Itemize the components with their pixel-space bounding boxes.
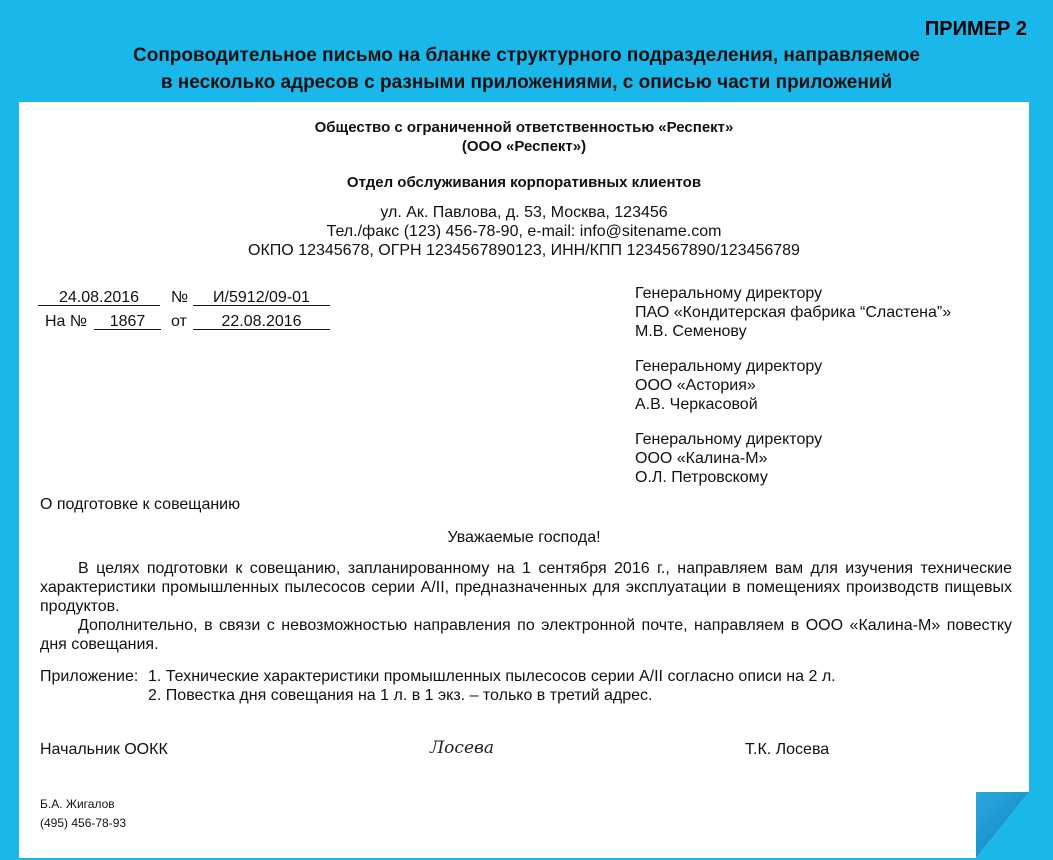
signatory-position: Начальник ООКК <box>40 741 168 758</box>
reply-date: 22.08.2016 <box>221 313 302 330</box>
addressee-2-org: ООО «Астория» <box>635 377 756 394</box>
handwritten-signature: Лосева <box>430 738 495 758</box>
executor-name: Б.А. Жигалов <box>40 797 115 811</box>
org-codes: ОКПО 12345678, ОГРН 1234567890123, ИНН/КПП 1234567890/123456789 <box>248 242 800 259</box>
addressee-3-org: ООО «Калина-М» <box>635 450 768 467</box>
addressee-2-person: А.В. Черкасовой <box>635 396 758 413</box>
attachments-label: Приложение: <box>40 668 139 685</box>
org-short-name: (ООО «Респект») <box>461 138 587 155</box>
body-paragraph-2: Дополнительно, в связи с невозможностью направления по электронной почте, направляем в ООО «Калина-М» повестку дня совещания. <box>40 617 1012 653</box>
heading-line-1: Сопроводительное письмо на бланке структурного подразделения, направляемое <box>133 45 920 66</box>
addressee-2-position: Генеральному директору <box>635 358 823 375</box>
org-contacts: Тел./факс (123) 456-78-90, e-mail: info@sitename.com <box>326 223 722 240</box>
addressee-1-org: ПАО «Кондитерская фабрика “Сластена”» <box>635 304 952 321</box>
signatory-name: Т.К. Лосева <box>745 741 830 758</box>
reply-label: На № <box>45 313 88 330</box>
addressee-1-person: М.В. Семенову <box>635 323 747 340</box>
number-label: № <box>171 289 189 306</box>
attachment-item-1: 1. Технические характеристики промышленных пылесосов серии А/II согласно описи на 2 л. <box>148 668 836 685</box>
reply-number: 1867 <box>109 313 146 330</box>
attachment-item-2: 2. Повестка дня совещания на 1 л. в 1 экз. – только в третий адрес. <box>148 687 653 704</box>
org-address: ул. Ак. Павлова, д. 53, Москва, 123456 <box>380 204 668 221</box>
department-name: Отдел обслуживания корпоративных клиентов <box>346 174 702 191</box>
org-name: Общество с ограниченной ответственностью «Респект» <box>314 119 734 136</box>
from-label: от <box>171 313 187 330</box>
letter-number: И/5912/09-01 <box>213 289 310 306</box>
heading-line-2: в несколько адресов с разными приложениями, с описью части приложений <box>160 72 893 93</box>
addressee-3-person: О.Л. Петровскому <box>635 469 768 486</box>
addressee-3-position: Генеральному директору <box>635 431 823 448</box>
executor-phone: (495) 456-78-93 <box>40 816 127 830</box>
body-paragraph-1: В целях подготовки к совещанию, запланированному на 1 сентября 2016 г., направляем вам для изучения технические характеристики промышленных пылесосов серии А/II, предназначенных для эксплуатации в помещениях производств пищевых продуктов. <box>40 560 1012 615</box>
addressee-1-position: Генеральному директору <box>635 285 823 302</box>
letter-date: 24.08.2016 <box>58 289 140 306</box>
letter-subject: О подготовке к совещанию <box>40 496 241 513</box>
letter-greeting: Уважаемые господа! <box>447 529 601 546</box>
page-fold-corner <box>976 792 1029 858</box>
page-heading <box>0 42 1053 96</box>
example-tag: ПРИМЕР 2 <box>924 18 1027 40</box>
